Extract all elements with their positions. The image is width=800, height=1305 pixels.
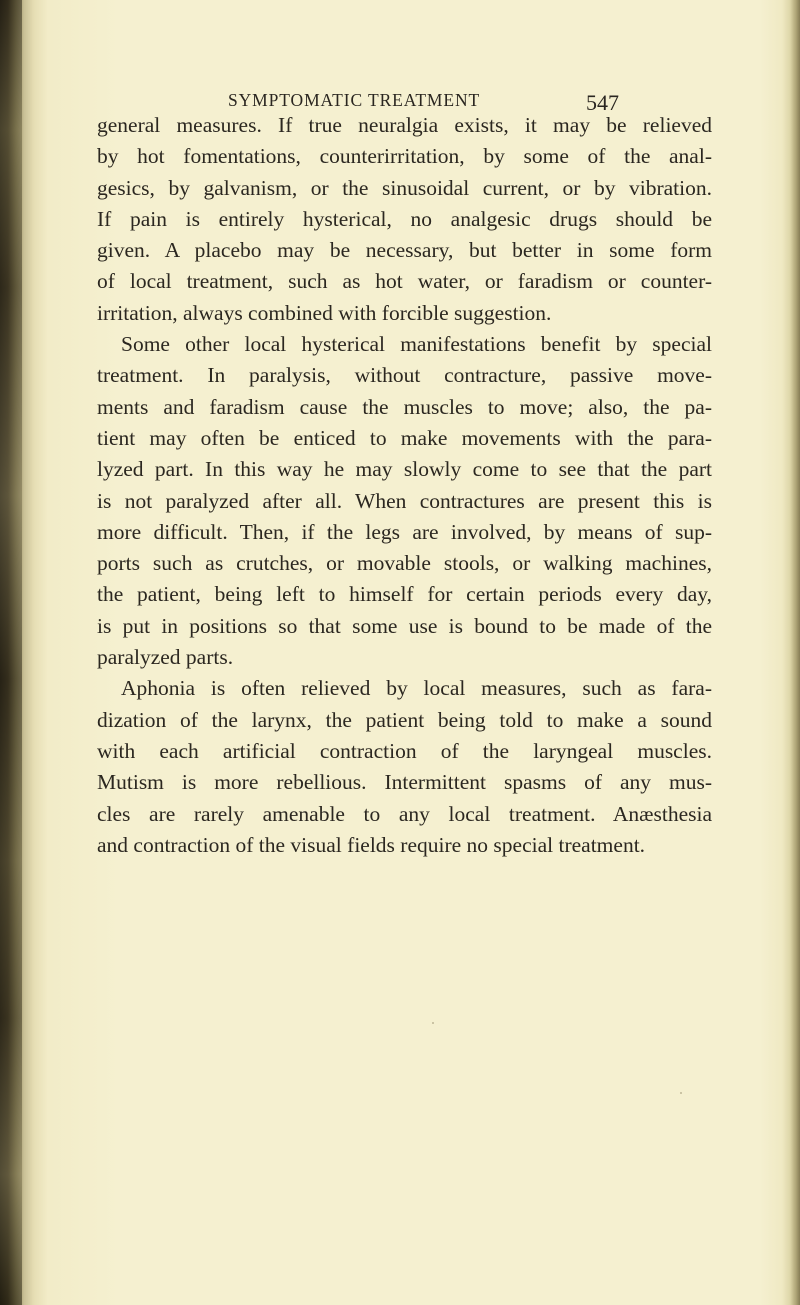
page-number: 547 <box>586 90 619 115</box>
text-line: dization of the larynx, the patient being told to make a sound <box>97 707 712 732</box>
text-line: ments and faradism cause the muscles to move; also, the pa- <box>97 394 712 419</box>
text-line: If pain is entirely hysterical, no analgesic drugs should be <box>97 206 712 231</box>
paper-speck <box>680 1092 682 1094</box>
text-line: paralyzed parts. <box>97 645 234 670</box>
text-line: general measures. If true neuralgia exists, it may be relieved <box>97 113 712 137</box>
text-line: is not paralyzed after all. When contractures are present this is <box>97 488 712 513</box>
text-line: irritation, always combined with forcible suggestion. <box>97 300 552 325</box>
text-line: lyzed part. In this way he may slowly come to see that the part <box>97 457 712 482</box>
text-line: of local treatment, such as hot water, or faradism or counter- <box>97 269 712 294</box>
text-line: tient may often be enticed to make movements with the para- <box>97 425 712 450</box>
text-line: the patient, being left to himself for certain periods every day, <box>97 582 712 607</box>
page-edge-shadow <box>790 0 800 1305</box>
text-line: is put in positions so that some use is bound to be made of the <box>97 613 712 638</box>
text-line: Some other local hysterical manifestations benefit by special <box>121 332 712 357</box>
body-text <box>97 110 712 861</box>
text-line: with each artificial contraction of the laryngeal muscles. <box>97 738 712 763</box>
text-line: cles are rarely amenable to any local treatment. Anæsthesia <box>97 801 712 826</box>
text-line: by hot fomentations, counterirritation, by some of the anal- <box>97 144 712 169</box>
running-head: SYMPTOMATIC TREATMENT <box>228 90 481 110</box>
text-line: Mutism is more rebellious. Intermittent spasms of any mus- <box>97 770 712 795</box>
text-line: and contraction of the visual fields require no special treatment. <box>97 832 646 857</box>
text-line: ports such as crutches, or movable stools, or walking machines, <box>97 551 712 576</box>
text-line: given. A placebo may be necessary, but better in some form <box>97 238 712 263</box>
text-line: more difficult. Then, if the legs are involved, by means of sup- <box>97 519 712 544</box>
text-line: treatment. In paralysis, without contracture, passive move- <box>97 363 712 388</box>
spine-shadow <box>0 0 22 1305</box>
paper-speck <box>432 1022 434 1024</box>
text-line: Aphonia is often relieved by local measures, such as fara- <box>121 676 712 701</box>
text-line: gesics, by galvanism, or the sinusoidal current, or by vibration. <box>97 175 712 200</box>
